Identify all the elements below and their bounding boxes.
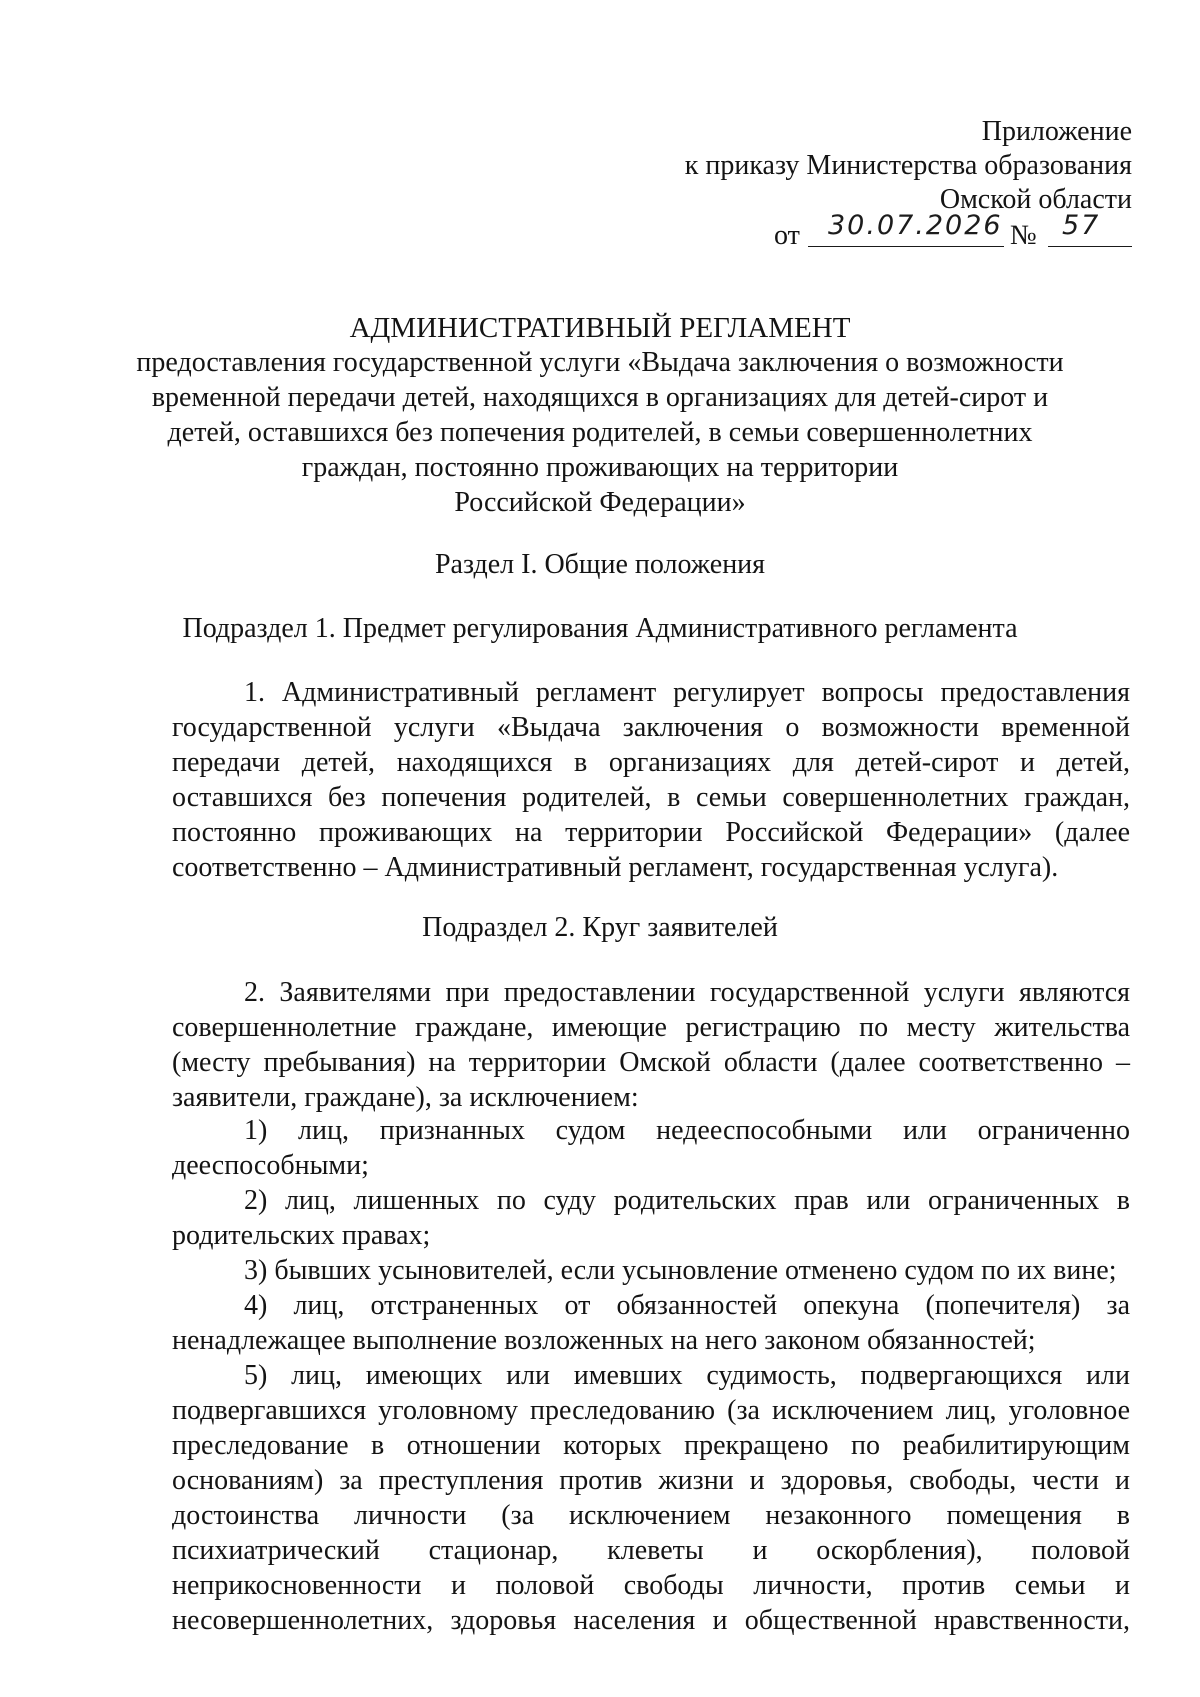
- title-subline: временной передачи детей, находящихся в организациях для детей-сирот и: [151, 382, 1049, 413]
- list-item: родительских правах;: [172, 1220, 431, 1251]
- title-subline: предоставления государственной услуги «Выдача заключения о возможности: [136, 347, 1064, 378]
- title-subline: детей, оставшихся без попечения родителей, в семьи совершеннолетних: [167, 417, 1033, 448]
- date-label: от: [774, 220, 800, 251]
- paragraph-line: заявители, граждане), за исключением:: [172, 1082, 639, 1113]
- list-item: неприкосновенности и половой свободы личности, против семьи и: [172, 1570, 1130, 1601]
- paragraph-line: 1. Административный регламент регулирует вопросы предоставления: [244, 677, 1130, 708]
- list-item: 1) лиц, признанных судом недееспособными или ограниченно: [244, 1115, 1130, 1146]
- paragraph-line: совершеннолетние граждане, имеющие регистрацию по месту жительства: [172, 1012, 1130, 1043]
- list-item: несовершеннолетних, здоровья населения и общественной нравственности,: [172, 1605, 1130, 1636]
- paragraph-line: постоянно проживающих на территории Российской Федерации» (далее: [172, 817, 1130, 848]
- appendix-label: Приложение: [981, 116, 1132, 147]
- paragraph-line: передачи детей, находящихся в организациях для детей-сирот и детей,: [172, 747, 1130, 778]
- paragraph-line: государственной услуги «Выдача заключения о возможности временной: [172, 712, 1130, 743]
- list-item: 4) лиц, отстраненных от обязанностей опекуна (попечителя) за: [244, 1290, 1130, 1321]
- section-heading: Раздел I. Общие положения: [434, 549, 766, 580]
- list-item: ненадлежащее выполнение возложенных на него законом обязанностей;: [172, 1325, 1036, 1356]
- list-item: дееспособными;: [172, 1150, 369, 1181]
- paragraph-line: (месту пребывания) на территории Омской области (далее соответственно –: [172, 1047, 1130, 1078]
- list-item: основаниям) за преступления против жизни и здоровья, свободы, чести и: [172, 1465, 1130, 1496]
- title-subline: Российской Федерации»: [454, 487, 746, 518]
- list-item: преследование в отношении которых прекращено по реабилитирующим: [172, 1430, 1130, 1461]
- list-item: подвергавшихся уголовному преследованию (за исключением лиц, уголовное: [172, 1395, 1130, 1426]
- handwritten-number: 57: [1062, 210, 1101, 241]
- date-underline: [808, 246, 1004, 247]
- list-item: 5) лиц, имеющих или имевших судимость, подвергающихся или: [244, 1360, 1130, 1391]
- title-subline: граждан, постоянно проживающих на территории: [301, 452, 899, 483]
- handwritten-date: 30.07.2026: [828, 210, 1003, 241]
- list-item: 3) бывших усыновителей, если усыновление отменено судом по их вине;: [244, 1255, 1117, 1286]
- paragraph-line: соответственно – Административный регламент, государственная услуга).: [172, 852, 1059, 883]
- list-item: 2) лиц, лишенных по суду родительских прав или ограниченных в: [244, 1185, 1130, 1216]
- region-name: Омской области: [939, 184, 1132, 215]
- document-title: АДМИНИСТРАТИВНЫЙ РЕГЛАМЕНТ: [349, 312, 851, 344]
- number-label: №: [1010, 220, 1037, 251]
- paragraph-line: 2. Заявителями при предоставлении государственной услуги являются: [244, 977, 1130, 1008]
- number-underline: [1048, 246, 1132, 247]
- subsection-heading: Подраздел 2. Круг заявителей: [422, 912, 778, 943]
- subsection-heading: Подраздел 1. Предмет регулирования Административного регламента: [182, 613, 1018, 644]
- order-reference: к приказу Министерства образования: [684, 150, 1132, 181]
- list-item: психиатрический стационар, клеветы и оскорбления), половой: [172, 1535, 1130, 1566]
- list-item: достоинства личности (за исключением незаконного помещения в: [172, 1500, 1130, 1531]
- paragraph-line: оставшихся без попечения родителей, в семьи совершеннолетних граждан,: [172, 782, 1130, 813]
